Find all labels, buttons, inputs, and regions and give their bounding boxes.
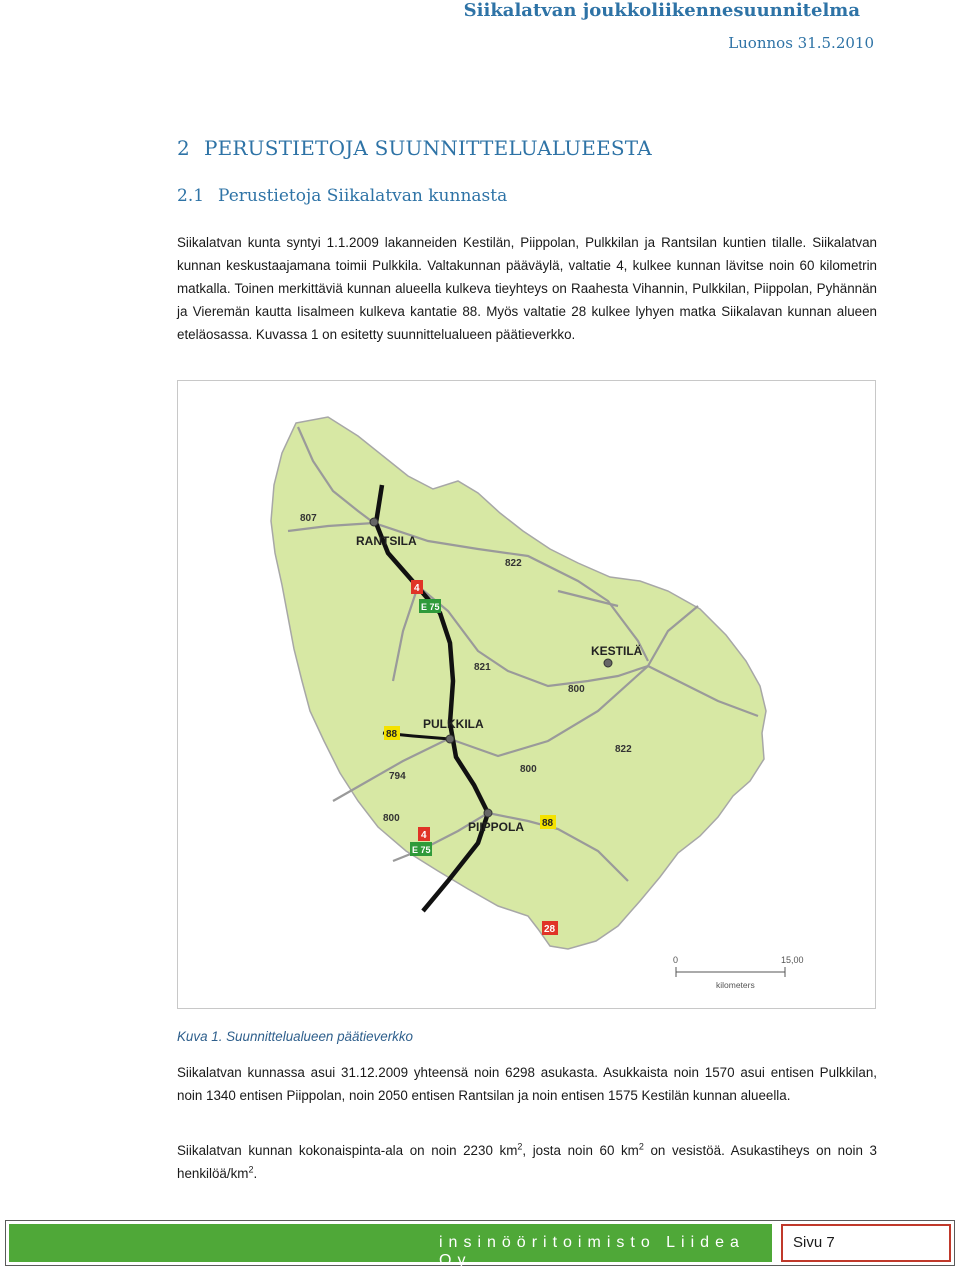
shield-road-88-east [540,815,556,829]
shield-e75-north [419,599,441,613]
svg-text:E 75: E 75 [421,602,440,612]
svg-text:88: 88 [542,818,554,829]
page-footer [5,1220,955,1269]
road-label-800-middle: 800 [520,764,537,775]
town-label-piippola: PIIPPOLA [468,820,525,834]
document-draft-date: Luonnos 31.5.2010 [728,34,874,52]
area-paragraph [177,1139,877,1185]
footer-company-band [9,1224,772,1269]
town-label-kestila: KESTILÄ [591,644,643,658]
shield-road-28 [542,921,558,935]
svg-text:4: 4 [421,830,427,841]
road-label-807: 807 [300,513,317,524]
road-label-794: 794 [389,771,406,782]
map-canvas [178,381,875,1008]
svg-text:28: 28 [544,924,556,935]
shield-e75-south [410,842,432,856]
area-text-1: Siikalatvan kunnan kokonaispinta-ala on noin 2230 km [177,1143,518,1158]
road-network-map [177,380,876,1009]
road-label-822-south: 822 [615,744,632,755]
shield-road-4-north [411,580,423,594]
road-label-800-south: 800 [383,813,400,824]
footer-page-box [781,1224,951,1262]
town-label-rantsila: RANTSILA [356,534,417,548]
scale-unit-label: kilometers [716,980,755,990]
subsection-number: 2.1 [177,186,205,206]
figure-caption: Kuva 1. Suunnittelualueen päätieverkko [177,1029,413,1044]
shield-road-4-south [418,827,430,841]
svg-text:88: 88 [386,729,398,740]
svg-text:4: 4 [414,583,420,594]
town-marker-piippola [484,809,492,817]
town-marker-rantsila [370,518,378,526]
town-marker-pulkkila [446,735,454,743]
area-sup-2: 2 [638,1141,644,1152]
area-sup-3: 2 [248,1164,254,1175]
section-heading [177,136,652,160]
intro-paragraph: Siikalatvan kunta syntyi 1.1.2009 lakanneiden Kestilän, Piippolan, Pulkkilan ja Rantsilan kuntien tilalle. Siikalatvan kunnan keskustaajamana toimii Pulkkila. Valtakunnan pääväylä, valtatie 4, kulkee kunnan lävitse noin 60 kilometrin matkalla. Toinen merkittäviä kunnan alueella kulkeva tieyhteys on Raahesta Vihannin, Pulkkilan, Piippolan, Pyhännän ja Vieremän kautta Iisalmeen kulkeva kantatie 88. Myös valtatie 28 kulkee lyhyen matka Siikalavan kunnan alueen eteläosassa. Kuvassa 1 on esitetty suunnittelualueen päätieverkko. [177,235,877,342]
scale-start-label: 0 [673,955,679,965]
document-title: Siikalatvan joukkoliikennesuunnitelma [463,0,860,21]
area-sup-1: 2 [517,1141,523,1152]
area-text-2: , josta noin 60 km [522,1143,639,1158]
municipality-area [271,417,766,949]
section-number: 2 [177,136,190,160]
subsection-heading [177,186,507,206]
footer-company-name: insinööritoimisto Liidea Oy [439,1234,745,1269]
page-number: Sivu 7 [793,1234,835,1251]
scale-end-label: 15,00 [781,955,804,965]
road-label-800-north: 800 [568,684,585,695]
subsection-title: Perustietoja Siikalatvan kunnasta [218,186,508,206]
section-title: PERUSTIETOJA SUUNNITTELUALUEESTA [203,136,652,160]
area-text-4: . [253,1166,258,1181]
road-label-821: 821 [474,662,491,673]
svg-text:E 75: E 75 [412,845,431,855]
road-label-822-north: 822 [505,558,522,569]
area-text-3: on vesistöä. Asukastiheys on noin 3 henkilöä/km [177,1143,878,1181]
shield-road-88-west [384,726,400,740]
population-paragraph: Siikalatvan kunnassa asui 31.12.2009 yhteensä noin 6298 asukasta. Asukkaista noin 1570 asui entisen Pulkkilan, noin 1340 entisen Piippolan, noin 2050 entisen Rantsilan ja noin entisen 1575 Kestilän kunnan alueella. [177,1065,877,1103]
map-scale-bar [673,955,804,990]
town-label-pulkkila: PULKKILA [423,717,484,731]
town-marker-kestila [604,659,612,667]
